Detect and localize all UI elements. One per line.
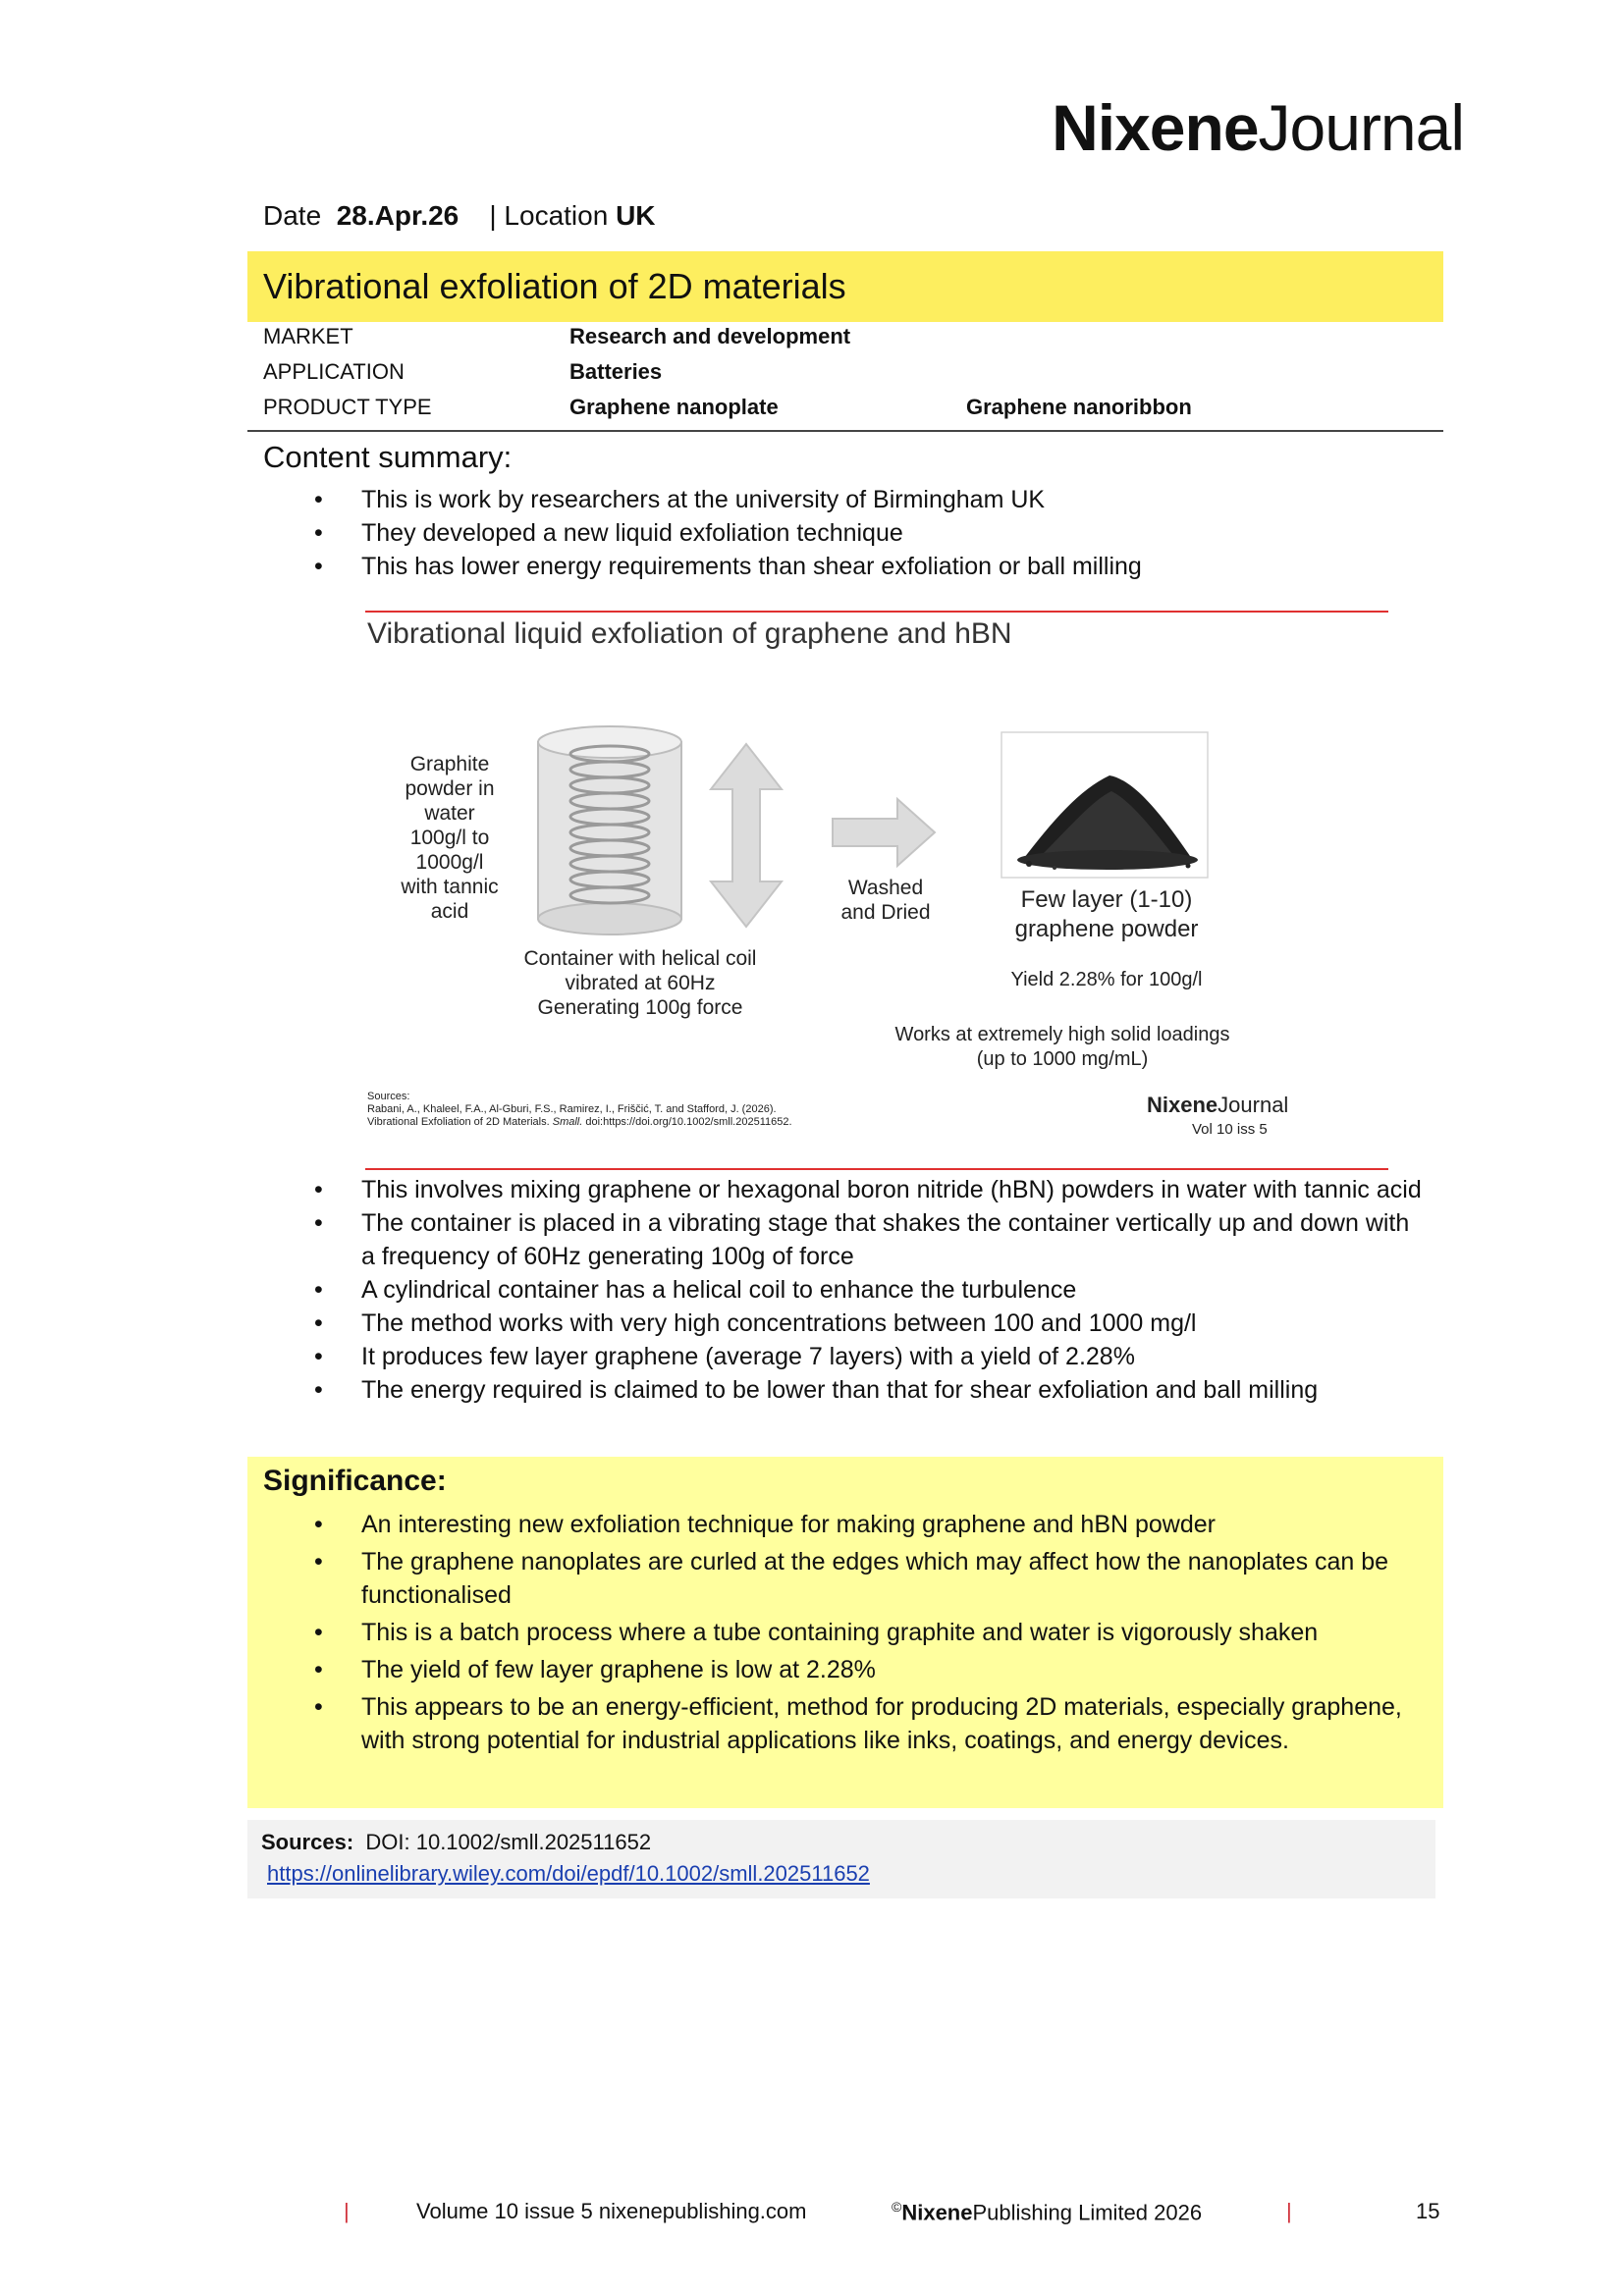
footer-left-bar-glyph: |	[344, 2199, 350, 2223]
loading-label-line: Works at extremely high solid loadings	[894, 1024, 1230, 1045]
date-label: Date	[263, 200, 322, 231]
article-title: Vibrational exfoliation of 2D materials	[263, 266, 846, 306]
significance-heading: Significance:	[263, 1465, 447, 1497]
masthead-brand-light: Journal	[1258, 91, 1464, 164]
footer-page-number: 15	[1416, 2199, 1440, 2223]
figure-sources-journal: Small.	[552, 1116, 583, 1128]
process-label-line: Washed	[847, 877, 924, 899]
figure-brand-light: Journal	[1217, 1093, 1289, 1117]
article-title-bar	[247, 251, 1443, 322]
container-label-line: vibrated at 60Hz	[565, 972, 716, 994]
list-item: • This involves mixing graphene or hexagonal boron nitride (hBN) powders in water with tannic acid	[263, 1173, 1422, 1206]
input-label-line: acid	[430, 900, 469, 923]
masthead-brand-bold: Nixene	[1052, 91, 1259, 164]
meta-market-value: Research and development	[569, 324, 851, 348]
product-label-line: Few layer (1-10)	[1020, 886, 1193, 913]
figure-sources-line1: Rabani, A., Khaleel, F.A., Al-Gburi, F.S., Ramirez, I., Friščić, T. and Stafford, J. (2026).	[367, 1103, 777, 1115]
meta-market-label: MARKET	[263, 324, 353, 348]
loading-label	[856, 1023, 1269, 1072]
list-item: • This is work by researchers at the university of Birmingham UK	[263, 483, 1422, 516]
list-item: • This appears to be an energy-efficient, method for producing 2D materials, especially graphene, with strong potential for industrial applications like inks, coatings, and energy devices.	[263, 1690, 1422, 1757]
meta-application-value: Batteries	[569, 359, 663, 384]
footer-copyright-mark: ©	[892, 2199, 902, 2215]
content-summary-heading: Content summary:	[263, 440, 513, 474]
container-label-line: Generating 100g force	[537, 996, 743, 1019]
location-label: | Location	[489, 200, 609, 231]
meta-product-value-1: Graphene nanoplate	[569, 395, 779, 419]
footer-copyright	[892, 2199, 1202, 2225]
vibration-arrow-icon	[711, 744, 782, 927]
footer-publisher-bold: Nixene	[901, 2200, 973, 2225]
list-item: • The graphene nanoplates are curled at the edges which may affect how the nanoplates can be functionalised	[263, 1545, 1422, 1612]
input-label-line: powder in	[405, 777, 495, 800]
footer-right-bar	[1286, 2199, 1292, 2224]
figure-sources-line2-part: Vibrational Exfoliation of 2D Materials.	[367, 1116, 553, 1128]
process-arrow-icon	[833, 799, 935, 866]
process-figure	[365, 597, 1388, 1174]
footer-right-bar-glyph: |	[1286, 2199, 1292, 2223]
input-label-line: Graphite	[409, 753, 490, 775]
figure-sources-line2	[367, 1116, 792, 1129]
journal-masthead	[1052, 90, 1464, 165]
significance-list	[263, 1508, 1422, 1757]
detail-list	[263, 1173, 1422, 1407]
container-label-line: Container with helical coil	[523, 947, 757, 970]
list-item: • A cylindrical container has a helical coil to enhance the turbulence	[263, 1273, 1422, 1307]
container-label	[493, 946, 787, 1020]
sources-line	[261, 1830, 651, 1855]
sources-label: Sources:	[261, 1830, 354, 1854]
figure-sources	[367, 1091, 792, 1129]
figure-sources-heading: Sources:	[367, 1091, 410, 1102]
input-label-line: 1000g/l	[415, 851, 484, 874]
date-value: 28.Apr.26	[336, 200, 460, 231]
significance-box	[247, 1457, 1443, 1808]
list-item: • They developed a new liquid exfoliation technique	[263, 516, 1422, 550]
input-label-line: with tannic	[401, 876, 499, 898]
list-item: • It produces few layer graphene (average 7 layers) with a yield of 2.28%	[263, 1340, 1422, 1373]
list-item: • This has lower energy requirements than shear exfoliation or ball milling	[263, 550, 1422, 583]
dateline	[263, 200, 656, 232]
list-item: • The method works with very high concentrations between 100 and 1000 mg/l	[263, 1307, 1422, 1340]
process-label-line: and Dried	[840, 901, 931, 924]
figure-issue: Vol 10 iss 5	[1192, 1121, 1268, 1138]
list-item: • The container is placed in a vibrating stage that shakes the container vertically up and down with a frequency of 60Hz generating 100g of force	[263, 1206, 1422, 1273]
meta-application-label: APPLICATION	[263, 359, 405, 384]
list-item: • This is a batch process where a tube containing graphite and water is vigorously shaken	[263, 1616, 1422, 1649]
footer-left-bar	[344, 2199, 350, 2224]
summary-list	[263, 483, 1422, 583]
list-item: • An interesting new exfoliation technique for making graphene and hBN powder	[263, 1508, 1422, 1541]
loading-label-line: (up to 1000 mg/mL)	[976, 1048, 1149, 1070]
figure-bottom-rule	[365, 1168, 1388, 1170]
sources-box	[247, 1820, 1435, 1898]
footer-publisher-rest: Publishing Limited 2026	[972, 2200, 1203, 2225]
process-label	[827, 876, 945, 925]
location-value: UK	[616, 200, 656, 231]
product-label-line: graphene powder	[1014, 916, 1199, 942]
sources-link[interactable]: https://onlinelibrary.wiley.com/doi/epdf/10.1002/smll.202511652	[267, 1861, 870, 1886]
yield-label: Yield 2.28% for 100g/l	[1010, 969, 1203, 990]
input-label	[381, 752, 518, 924]
figure-title: Vibrational liquid exfoliation of graphene and hBN	[367, 617, 1012, 650]
input-label-line: 100g/l to	[409, 827, 490, 849]
figure-brand-bold: Nixene	[1147, 1093, 1218, 1117]
meta-product-value-2: Graphene nanoribbon	[966, 395, 1192, 419]
sources-doi: DOI: 10.1002/smll.202511652	[365, 1830, 652, 1854]
figure-brand	[1147, 1092, 1288, 1119]
graphene-powder-image	[1001, 732, 1208, 878]
figure-sources-doi: doi:https://doi.org/10.1002/smll.202511652.	[582, 1116, 792, 1128]
article-meta-table	[247, 324, 1443, 432]
list-item: • The yield of few layer graphene is low at 2.28%	[263, 1653, 1422, 1686]
list-item: • The energy required is claimed to be lower than that for shear exfoliation and ball milling	[263, 1373, 1422, 1407]
meta-product-label: PRODUCT TYPE	[263, 395, 432, 419]
input-label-line: water	[424, 802, 475, 825]
product-label	[974, 885, 1239, 944]
footer-volume: Volume 10 issue 5 nixenepublishing.com	[416, 2199, 807, 2223]
